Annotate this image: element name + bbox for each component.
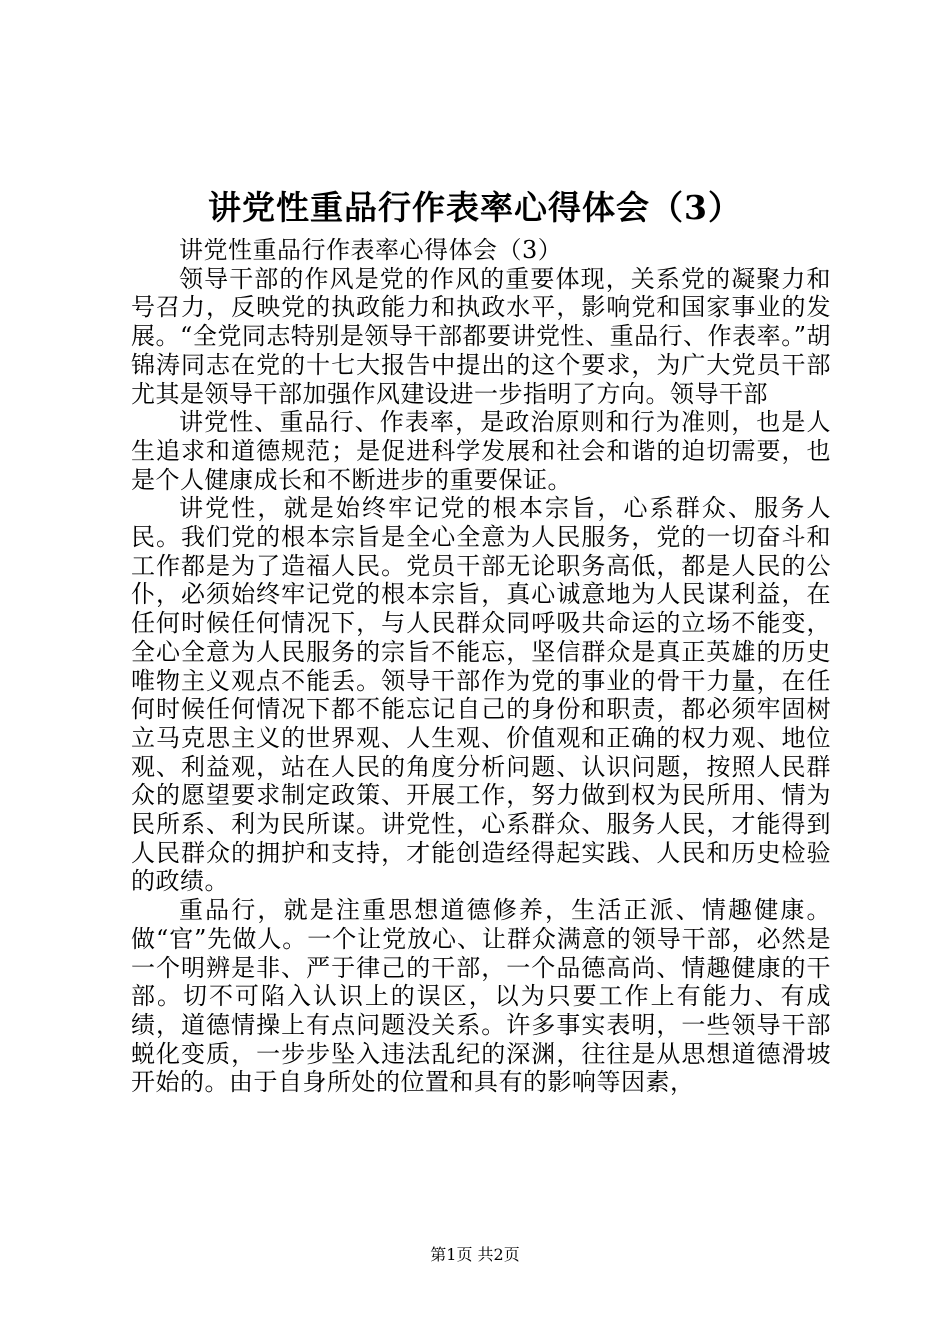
document-body (131, 236, 831, 1097)
page-footer (0, 1244, 950, 1266)
paragraph-moral-conduct: 重品行，就是注重思想道德修养，生活正派、情趣健康。做“官”先做人。一个让党放心、让群众满意的领导干部，必然是一个明辨是非、严于律己的干部，一个品德高尚、情趣健康的干部。切不可陷入认识上的误区，以为只要工作上有能力、有成绩，道德情操上有点问题没关系。许多事实表明，一些领导干部蜕化变质，一步步坠入违法乱纪的深渊，往往是从思想道德滑坡开始的。由于自身所处的位置和具有的影响等因素， (131, 896, 831, 1097)
paragraph-party-spirit: 讲党性，就是始终牢记党的根本宗旨，心系群众、服务人民。我们党的根本宗旨是全心全意为人民服务，党的一切奋斗和工作都是为了造福人民。党员干部无论职务高低，都是人民的公仆，必须始终牢记党的根本宗旨，真心诚意地为人民谋利益，在任何时候任何情况下，与人民群众同呼吸共命运的立场不能变，全心全意为人民服务的宗旨不能忘，坚信群众是真正英雄的历史唯物主义观点不能丢。领导干部作为党的事业的骨干力量，在任何时候任何情况下都不能忘记自己的身份和职责，都必须牢固树立马克思主义的世界观、人生观、价值观和正确的权力观、地位观、利益观，站在人民的角度分析问题、认识问题，按照人民群众的愿望要求制定政策、开展工作，努力做到权为民所用、情为民所系、利为民所谋。讲党性，心系群众、服务人民，才能得到人民群众的拥护和支持，才能创造经得起实践、人民和历史检验的政绩。 (131, 494, 831, 896)
document-title: 讲党性重品行作表率心得体会（3） (208, 188, 742, 227)
page-indicator: 第1页 共2页 (430, 1245, 520, 1264)
paragraph-subtitle: 讲党性重品行作表率心得体会（3） (179, 236, 563, 264)
paragraph-intro: 领导干部的作风是党的作风的重要体现，关系党的凝聚力和号召力，反映党的执政能力和执政水平，影响党和国家事业的发展。“全党同志特别是领导干部都要讲党性、重品行、作表率。”胡锦涛同志在党的十七大报告中提出的这个要求，为广大党员干部尤其是领导干部加强作风建设进一步指明了方向。领导干部 (131, 264, 831, 408)
paragraph-principles: 讲党性、重品行、作表率，是政治原则和行为准则，也是人生追求和道德规范；是促进科学发展和社会和谐的迫切需要，也是个人健康成长和不断进步的重要保证。 (131, 408, 831, 494)
